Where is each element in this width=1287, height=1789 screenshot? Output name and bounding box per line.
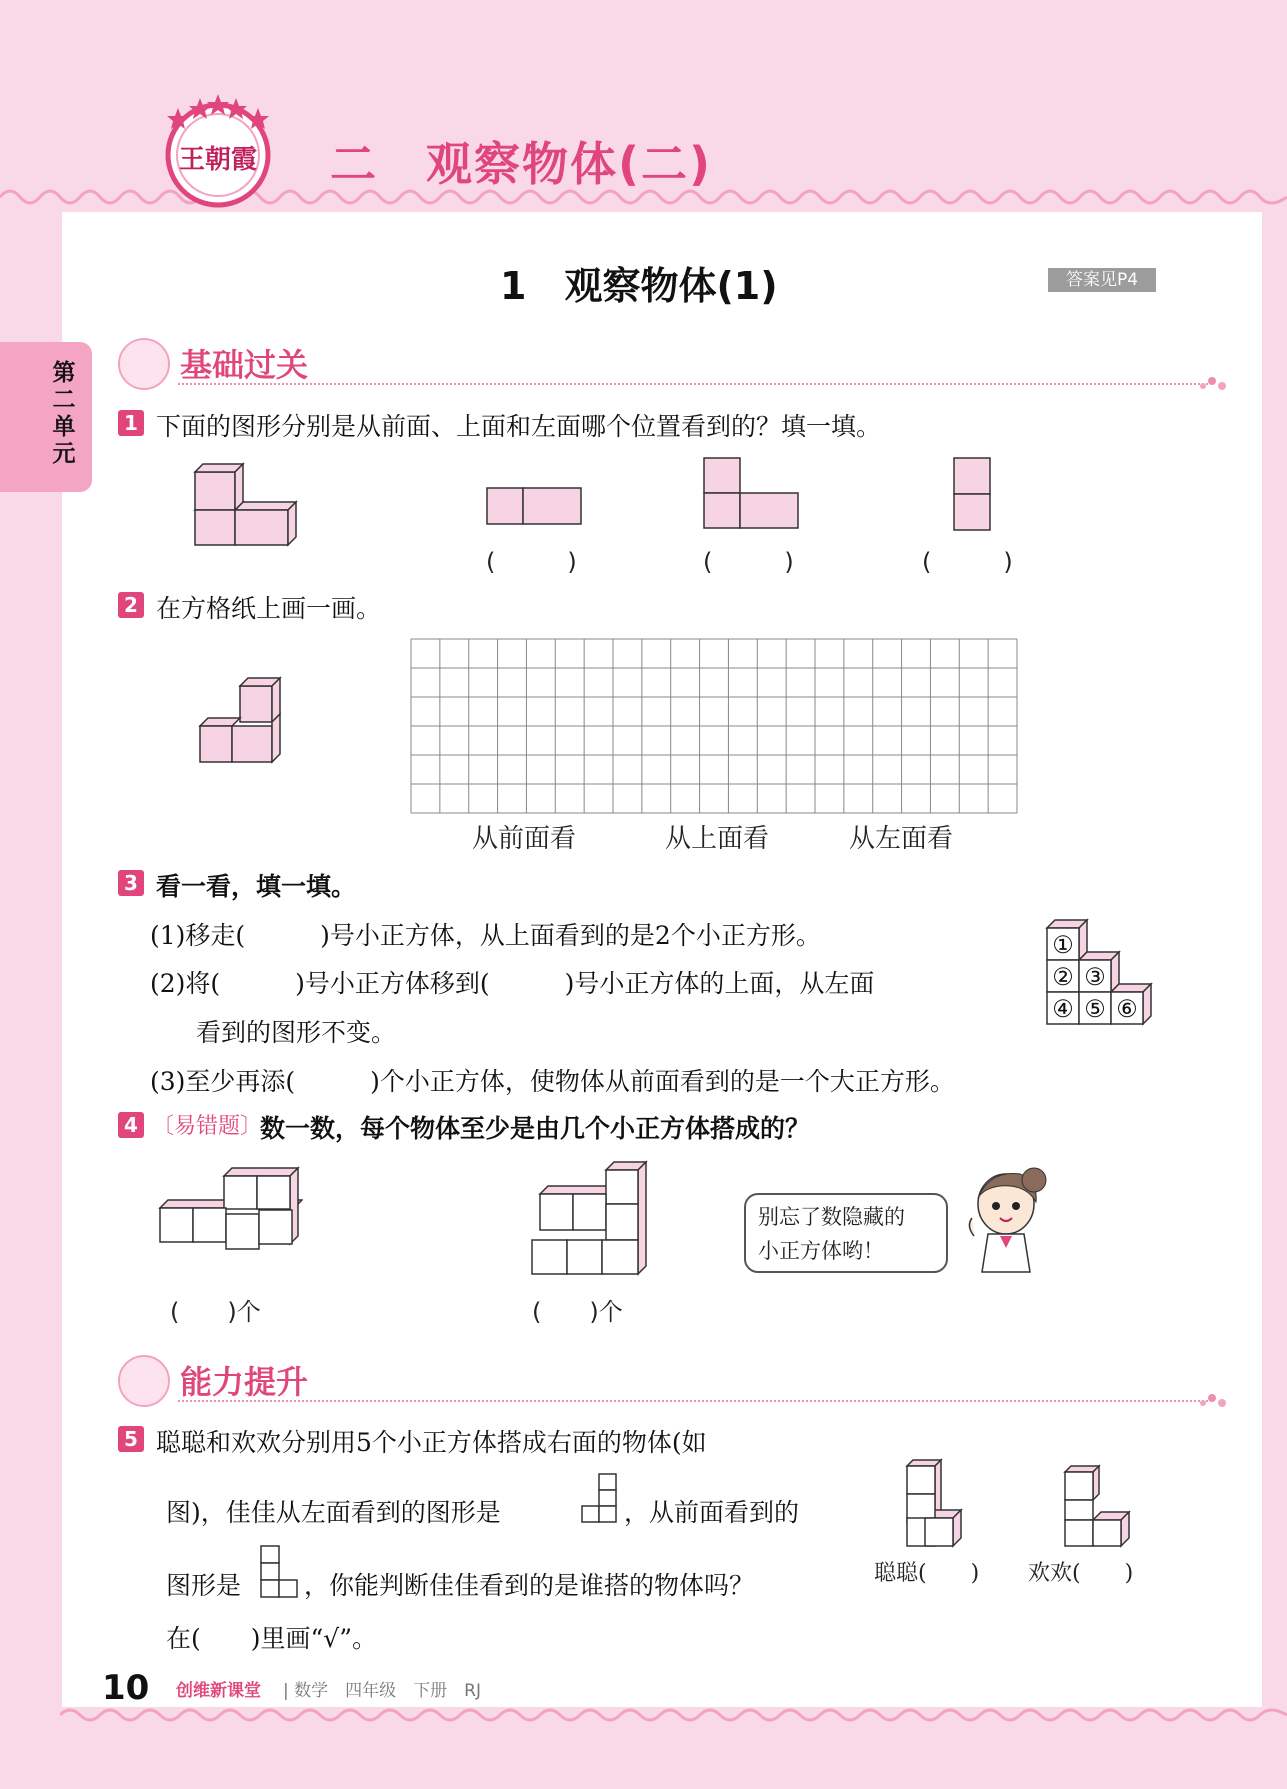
- cube-label: ②: [1052, 963, 1074, 991]
- cube-label: ⑥: [1116, 995, 1138, 1023]
- q3-line-2: (2)将( )号小正方体移到( )号小正方体的上面，从左面: [150, 969, 875, 998]
- lesson-title: 1 观察物体(1): [500, 264, 778, 308]
- answer-blank[interactable]: ( ): [922, 548, 1013, 576]
- bottom-wave-border: [60, 1700, 1287, 1730]
- q5-line-3a: 图形是: [166, 1571, 242, 1600]
- bubble-line: 别忘了数隐藏的: [758, 1205, 905, 1229]
- bubble-line: 小正方体哟！: [758, 1239, 884, 1263]
- unit-title: 二 观察物体(二): [330, 137, 713, 191]
- left-view-icon: [580, 1472, 618, 1524]
- logo-text: 王朝霞: [178, 145, 258, 175]
- question-number: 1: [118, 410, 144, 436]
- q5-line-2b: ，从前面看到的: [624, 1498, 800, 1527]
- question-number: 5: [118, 1426, 144, 1452]
- question-number: 2: [118, 592, 144, 618]
- q4-figure-2: [530, 1160, 648, 1278]
- q3-line-1: (1)移走( )号小正方体，从上面看到的是2个小正方形。: [150, 921, 821, 950]
- huanhuan-check-blank[interactable]: 欢欢( ): [1028, 1561, 1134, 1586]
- grid-label-front: 从前面看: [472, 824, 577, 854]
- q5-line-3b: ，你能判断佳佳看到的是谁搭的物体吗？: [304, 1571, 755, 1600]
- question-text: 看一看，填一填。: [156, 872, 357, 901]
- q1-view-b: [703, 457, 799, 529]
- decor-dots-icon: [1198, 374, 1228, 392]
- unit-side-tab: [0, 342, 92, 492]
- q3-line-3: (3)至少再添( )个小正方体，使物体从前面看到的是一个大正方形。: [150, 1067, 955, 1096]
- section-divider: [178, 383, 1208, 385]
- question-number: 4: [118, 1112, 144, 1138]
- mistake-prone-tag: 〔易错题〕: [152, 1114, 263, 1139]
- answer-blank[interactable]: ( ): [486, 548, 577, 576]
- answer-reference-tag: 答案见P4: [1048, 268, 1156, 292]
- footer-info: | 数学 四年级 下册 RJ: [283, 1681, 481, 1701]
- congcong-check-blank[interactable]: 聪聪( ): [874, 1561, 980, 1586]
- footer-brand: 创维新课堂: [176, 1681, 261, 1701]
- q3-numbered-cubes: [1045, 918, 1160, 1030]
- huanhuan-figure: [1063, 1462, 1131, 1548]
- answer-blank[interactable]: ( ): [703, 548, 794, 576]
- cube-label: ①: [1052, 931, 1074, 959]
- q5-line-2a: 图)，佳佳从左面看到的图形是: [166, 1498, 501, 1527]
- section-header-basic: [118, 338, 1238, 388]
- question-text: 下面的图形分别是从前面、上面和左面哪个位置看到的？填一填。: [156, 412, 882, 441]
- student-avatar-icon: [118, 338, 170, 390]
- q1-solid-figure: [190, 462, 300, 547]
- q5-line-4: 在( )里画“√”。: [166, 1624, 377, 1653]
- grid-paper[interactable]: [410, 638, 1018, 814]
- cube-label: ④: [1052, 995, 1074, 1023]
- teacher-avatar-icon: [118, 1355, 170, 1407]
- section-title: 基础过关: [180, 346, 309, 384]
- congcong-figure: [905, 1456, 965, 1548]
- front-view-icon: [259, 1544, 299, 1600]
- q1-view-a: [486, 487, 582, 525]
- speech-bubble-text: [758, 1200, 905, 1268]
- q5-line-1: 聪聪和欢欢分别用5个小正方体搭成右面的物体(如: [156, 1428, 707, 1457]
- brand-logo: [158, 90, 278, 210]
- count-blank[interactable]: ( )个: [170, 1298, 261, 1326]
- q3-line-2b: 看到的图形不变。: [196, 1018, 397, 1047]
- section-header-advanced: [118, 1355, 1238, 1405]
- decor-dots-icon: [1198, 1391, 1228, 1409]
- question-text: 数一数，每个物体至少是由几个小正方体搭成的？: [260, 1114, 811, 1143]
- q4-figure-1: [158, 1166, 303, 1256]
- cube-label: ⑤: [1084, 995, 1106, 1023]
- q1-view-c: [953, 457, 991, 531]
- grid-label-left: 从左面看: [849, 824, 954, 854]
- cube-label: ③: [1084, 963, 1106, 991]
- question-number: 3: [118, 870, 144, 896]
- section-divider: [178, 1400, 1208, 1402]
- question-text: 在方格纸上画一画。: [156, 594, 382, 623]
- page-number: 10: [102, 1668, 150, 1708]
- girl-character-icon: [960, 1162, 1050, 1284]
- count-blank[interactable]: ( )个: [532, 1298, 623, 1326]
- grid-label-top: 从上面看: [665, 824, 770, 854]
- section-title: 能力提升: [180, 1363, 309, 1401]
- unit-side-tab-label: 第二单元: [52, 360, 76, 467]
- q2-solid-figure: [198, 676, 282, 764]
